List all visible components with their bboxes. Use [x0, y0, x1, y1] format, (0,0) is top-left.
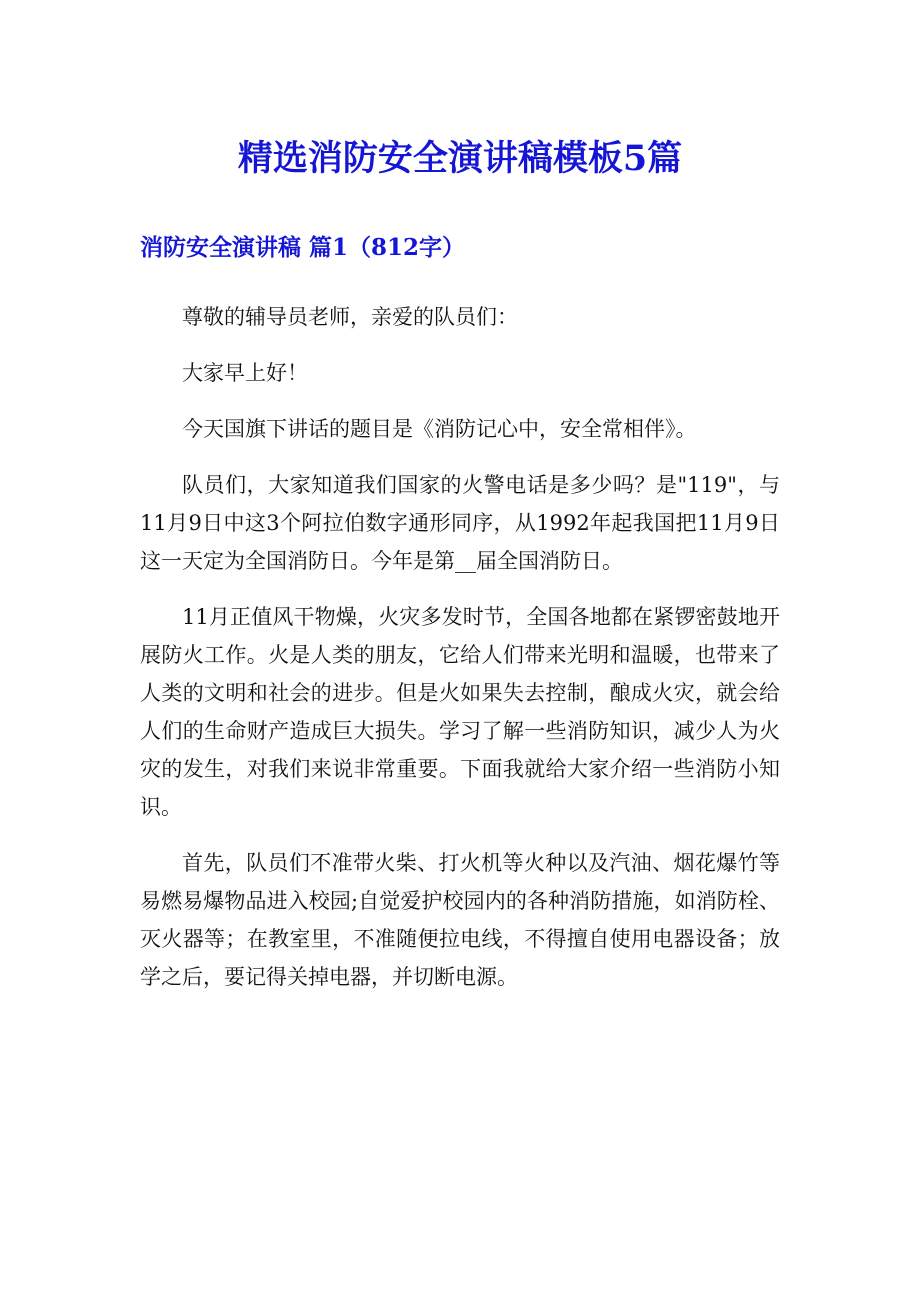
section-heading: 消防安全演讲稿 篇1（812字）	[140, 234, 466, 261]
paragraph-good-morning: 大家早上好！	[182, 361, 308, 385]
paragraph-greeting: 尊敬的辅导员老师，亲爱的队员们：	[182, 305, 518, 329]
document-title: 精选消防安全演讲稿模板5篇	[237, 138, 683, 179]
paragraph-safety-rules: 首先，队员们不准带火柴、打火机等火种以及汽油、烟花爆竹等易燃易爆物品进入校园;自觉爱护校园内的各种消防措施，如消防栓、灭火器等；在教室里，不准随便拉电线，不得擅自使用电器设备；放学之后，要记得关掉电器，并切断电源。	[140, 851, 780, 989]
paragraph-topic: 今天国旗下讲话的题目是《消防记心中，安全常相伴》。	[182, 417, 697, 441]
document-body	[140, 298, 780, 1014]
paragraph-fire-number: 队员们，大家知道我们国家的火警电话是多少吗？是"119"，与11月9日中这3个阿拉伯数字通形同序，从1992年起我国把11月9日这一天定为全国消防日。今年是第__届全国消防日。	[140, 473, 780, 573]
paragraph-fire-season: 11月正值风干物燥，火灾多发时节，全国各地都在紧锣密鼓地开展防火工作。火是人类的朋友，它给人们带来光明和温暖，也带来了人类的文明和社会的进步。但是火如果失去控制，酿成火灾，就会给人们的生命财产造成巨大损失。学习了解一些消防知识，减少人为火灾的发生，对我们来说非常重要。下面我就给大家介绍一些消防小知识。	[140, 605, 780, 819]
